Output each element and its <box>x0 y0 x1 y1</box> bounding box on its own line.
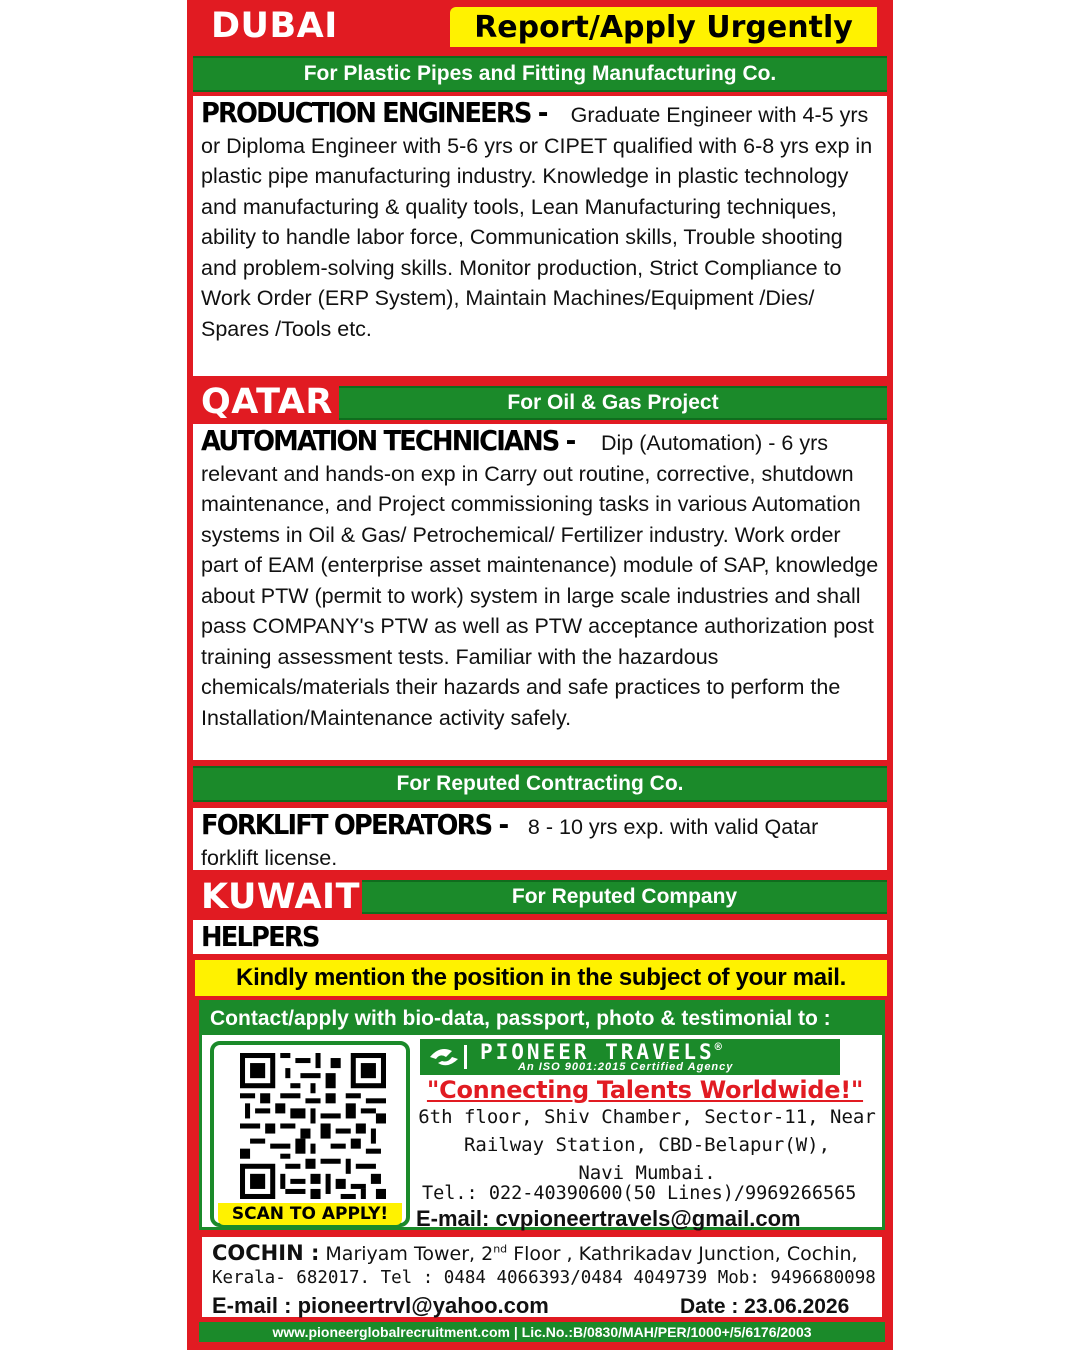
dubai-company-bar: For Plastic Pipes and Fitting Manufacturing Co. <box>193 56 887 92</box>
job-description: Dip (Automation) - 6 yrs relevant and hands-on exp in Carry out routine, corrective, shutdown maintenance, and Project commissioning tasks in various Automation systems in Oil & Gas/ Petrochemical/ Fertilizer industry. Work order part of EAM (enterprise asset maintenance) module of SAP, knowledge about PTW (permit to work) system in large scale industries and shall pass COMPANY's PTW as well as PTW acceptance authorization post training assessment tests. Familiar with the hazardous chemicals/materials their hazards and safe practices to perform the Installation/Maintenance activity safely. <box>201 431 879 730</box>
cochin-address-line2: Kerala- 682017. Tel : 0484 4066393/0484 4049739 Mob: 9496680098 <box>212 1268 876 1288</box>
ad-date: Date : 23.06.2026 <box>680 1295 850 1318</box>
footer-website-license[interactable]: www.pioneerglobalrecruitment.com | Lic.No.:B/0830/MAH/PER/1000+/5/6176/2003 <box>199 1322 885 1342</box>
cochin-address-line1: COCHIN : Mariyam Tower, 2nd Floor , Kathrikadav Junction, Cochin, <box>212 1241 858 1265</box>
tagline: "Connecting Talents Worldwide!" <box>426 1076 864 1104</box>
email-link[interactable]: E-mail: cvpioneertravels@gmail.com <box>416 1206 801 1231</box>
cochin-label: COCHIN : <box>212 1241 320 1265</box>
country-qatar: QATAR <box>201 382 333 422</box>
job-title-automation-technicians: AUTOMATION TECHNICIANS - <box>201 424 575 457</box>
kuwait-job-box <box>193 920 887 954</box>
company-name: PIONEER TRAVELS® <box>480 1040 725 1064</box>
contact-heading: Contact/apply with bio-data, passport, photo & testimonial to : <box>202 1003 882 1035</box>
urgent-banner: Report/Apply Urgently <box>450 7 877 47</box>
qatar-project-bar: For Oil & Gas Project <box>339 386 887 420</box>
contact-panel <box>199 1000 885 1230</box>
qatar-job-box <box>193 424 887 760</box>
cochin-office-panel <box>199 1234 885 1320</box>
country-kuwait: KUWAIT <box>201 877 360 917</box>
subject-notice: Kindly mention the position in the subject of your mail. <box>195 960 887 996</box>
job-title-forklift-operators: FORKLIFT OPERATORS - <box>201 808 508 841</box>
job-title-helpers: HELPERS <box>201 920 319 953</box>
cochin-email[interactable]: E-mail : pioneertrvl@yahoo.com <box>212 1293 549 1318</box>
mumbai-address: 6th floor, Shiv Chamber, Sector-11, Near Railway Station, CBD-Belapur(W), Navi Mumbai. <box>418 1106 876 1184</box>
qr-code-icon[interactable] <box>240 1053 386 1199</box>
qr-code-frame[interactable] <box>210 1041 410 1227</box>
forklift-job-box <box>193 808 887 870</box>
iso-certification: An ISO 9001:2015 Certified Agency <box>518 1061 734 1073</box>
company-logo-band <box>420 1039 840 1075</box>
job-advertisement <box>187 0 893 1350</box>
pioneer-logo-icon <box>426 1043 472 1071</box>
telephone: Tel.: 022-40390600(50 Lines)/9969266565 <box>422 1183 857 1204</box>
kuwait-company-bar: For Reputed Company <box>362 880 887 914</box>
job-description: Graduate Engineer with 4-5 yrs or Diploma Engineer with 5-6 yrs or CIPET qualified with 6-8 yrs exp in plastic pipe manufacturing industry. Knowledge in plastic technology and manufacturing & quality tools, Lean Manufacturing techniques, ability to handle labor force, Communication skills, Trouble shooting and problem-solving skills. Monitor production, Strict Compliance to Work Order (ERP System), Maintain Machines/Equipment /Dies/ Spares /Tools etc. <box>201 103 873 341</box>
job-title-production-engineers: PRODUCTION ENGINEERS - <box>201 96 547 129</box>
qatar-contracting-bar: For Reputed Contracting Co. <box>193 766 887 802</box>
dubai-job-box <box>193 96 887 376</box>
scan-to-apply-label: SCAN TO APPLY! <box>218 1203 402 1225</box>
country-dubai: DUBAI <box>211 6 338 46</box>
job-description: 8 - 10 yrs exp. with valid Qatar forklift license. <box>201 815 819 870</box>
